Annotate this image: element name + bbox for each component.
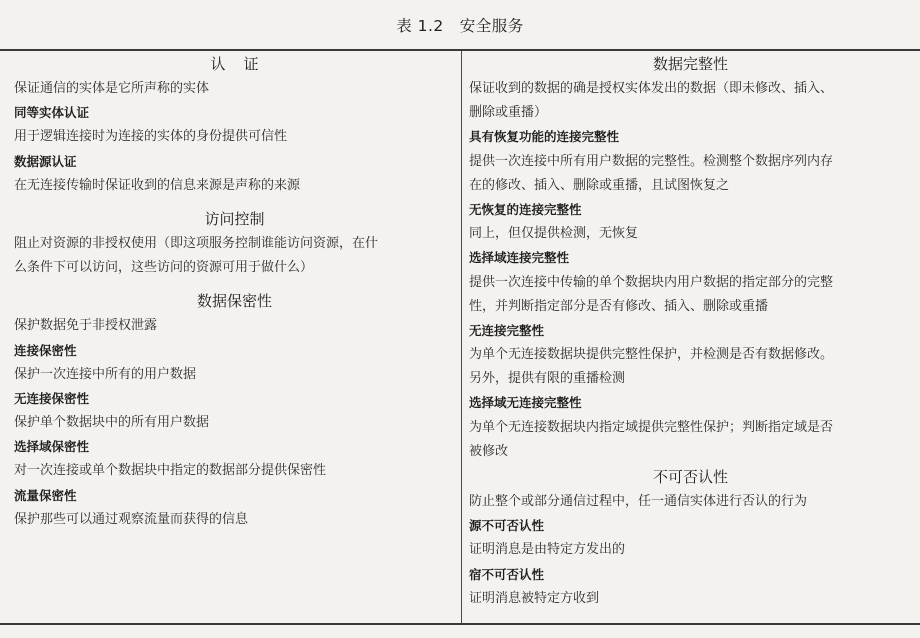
item-title: 无连接完整性 <box>469 322 545 338</box>
security-services-table <box>0 49 920 625</box>
section-heading-authentication: 认证 <box>210 55 277 73</box>
item-title: 具有恢复功能的连接完整性 <box>469 129 620 145</box>
item-desc: 在的修改、插入、删除或重播，且试图恢复之 <box>469 177 730 193</box>
item-desc: 保护单个数据块中的所有用户数据 <box>14 415 210 431</box>
item-title: 选择域无连接完整性 <box>469 395 582 411</box>
table-title: 安全服务 <box>459 17 524 35</box>
item-title: 选择域连接完整性 <box>469 250 570 266</box>
item-desc: 为单个无连接数据块内指定域提供完整性保护；判断指定域是否 <box>469 419 834 435</box>
section-heading-confidentiality: 数据保密性 <box>196 292 272 311</box>
section-desc: 么条件下可以访问，这些访问的资源可用于做什么） <box>14 260 314 276</box>
item-desc: 性，并判断指定部分是否有修改、插入、删除或重播 <box>469 298 769 314</box>
item-title: 无恢复的连接完整性 <box>469 201 582 217</box>
section-intro: 删除或重播） <box>469 105 548 121</box>
item-title: 流量保密性 <box>14 487 77 503</box>
item-desc: 在无连接传输时保证收到的信息来源是声称的来源 <box>14 177 301 193</box>
item-title: 连接保密性 <box>14 342 77 358</box>
item-desc: 证明消息被特定方收到 <box>469 590 600 606</box>
item-title: 无连接保密性 <box>14 390 90 406</box>
section-intro: 防止整个或部分通信过程中，任一通信实体进行否认的行为 <box>469 494 808 509</box>
item-desc: 证明消息是由特定方发出的 <box>469 542 626 558</box>
item-title: 选择域保密性 <box>14 439 90 455</box>
item-desc: 同上，但仅提供检测，无恢复 <box>469 226 639 242</box>
item-desc: 保护那些可以通过观察流量而获得的信息 <box>14 511 249 527</box>
item-title: 同等实体认证 <box>14 105 90 121</box>
table-number: 表 1.2 <box>396 17 444 35</box>
item-desc: 用于逻辑连接时为连接的实体的身份提供可信性 <box>14 129 288 145</box>
item-title: 数据源认证 <box>14 153 77 169</box>
section-desc: 阻止对资源的非授权使用（即这项服务控制谁能访问资源，在什 <box>14 235 379 251</box>
item-desc: 被修改 <box>469 443 509 459</box>
section-intro: 保护数据免于非授权泄露 <box>14 318 158 334</box>
item-title: 源不可否认性 <box>469 518 545 534</box>
right-column <box>461 51 920 623</box>
section-heading-integrity: 数据完整性 <box>652 55 728 73</box>
item-desc: 为单个无连接数据块提供完整性保护，并检测是否有数据修改。 <box>469 347 834 363</box>
item-desc: 另外，提供有限的重播检测 <box>469 371 626 387</box>
item-title: 宿不可否认性 <box>469 566 545 582</box>
item-desc: 对一次连接或单个数据块中指定的数据部分提供保密性 <box>14 463 327 479</box>
table-caption <box>0 14 920 36</box>
left-column <box>0 51 461 623</box>
section-heading-access-control: 访问控制 <box>204 209 265 228</box>
section-intro: 保证收到的数据的确是授权实体发出的数据（即未修改、插入、 <box>469 81 834 96</box>
section-intro: 保证通信的实体是它所声称的实体 <box>14 81 210 96</box>
item-desc: 提供一次连接中传输的单个数据块内用户数据的指定部分的完整 <box>469 274 834 290</box>
item-desc: 提供一次连接中所有用户数据的完整性。检测整个数据序列内存 <box>469 153 834 169</box>
section-heading-non-repudiation: 不可否认性 <box>652 468 728 486</box>
item-desc: 保护一次连接中所有的用户数据 <box>14 366 197 382</box>
